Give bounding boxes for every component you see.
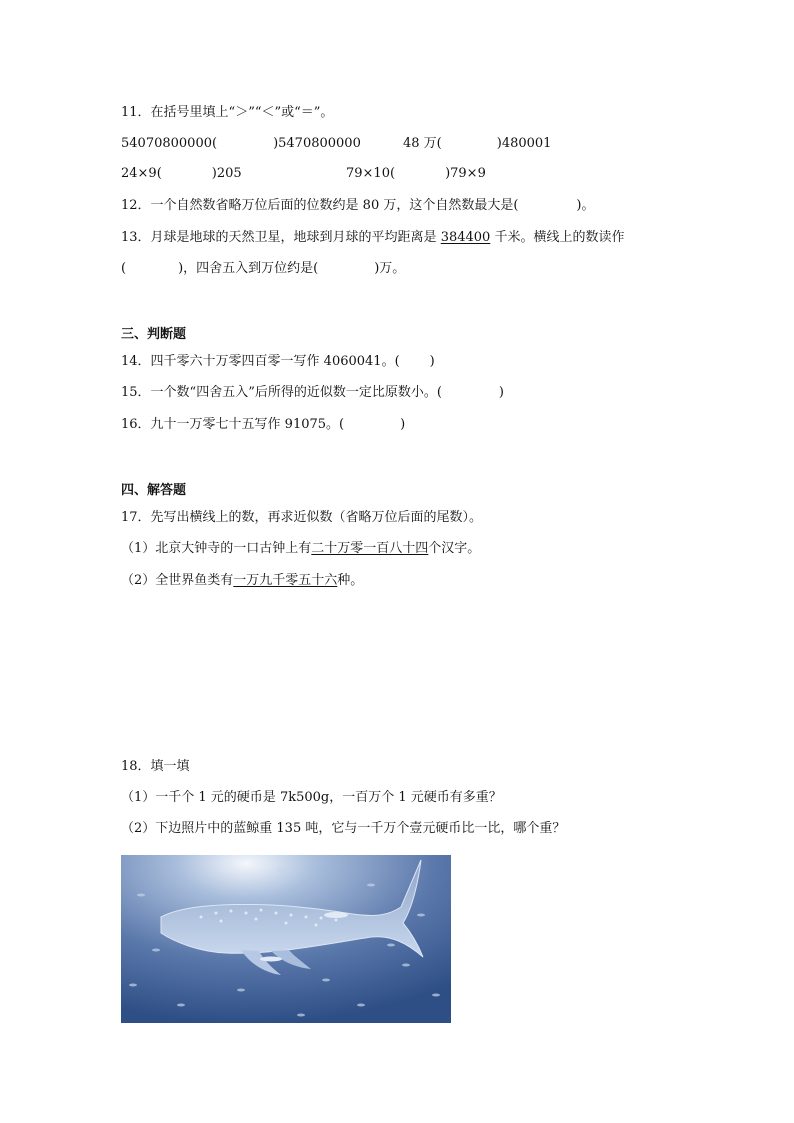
whale-shark-icon — [121, 855, 451, 1023]
q17-title — [121, 509, 482, 527]
q17-p2-end: 种。 — [337, 573, 364, 588]
q16-close: ) — [400, 417, 406, 432]
q12 — [121, 197, 595, 215]
q12-close: )。 — [576, 198, 595, 213]
q16 — [121, 416, 405, 434]
section-4-heading — [121, 482, 186, 500]
q11-r1a-right: )5470800000 — [273, 136, 361, 151]
q11-r1b-left: 48 万( — [403, 136, 442, 151]
q13-line1 — [121, 229, 624, 247]
q11-row2-right — [346, 165, 486, 183]
q16-text: 16．九十一万零七十五写作 91075。( — [121, 417, 345, 432]
q14 — [121, 353, 435, 371]
q13-close: )万。 — [374, 261, 406, 276]
q11-r2a-right: )205 — [211, 166, 242, 181]
q18-part2 — [121, 820, 565, 838]
q11-r2a-left: 24×9( — [121, 166, 162, 181]
q11-row2-left — [121, 165, 242, 183]
q18-p2-text: （2）下边照片中的蓝鲸重 135 吨，它与一千万个壹元硬币比一比，哪个重？ — [121, 821, 566, 836]
q14-text: 14．四千零六十万零四百零一写作 4060041。( — [121, 354, 400, 369]
q17-p1-text: （1）北京大钟寺的一口古钟上有 — [121, 541, 312, 556]
q12-text: 12．一个自然数省略万位后面的位数约是 80 万，这个自然数最大是( — [121, 198, 519, 213]
q18-p1-text: （1）一千个 1 元的硬币是 7k500g，一百万个 1 元硬币有多重？ — [121, 790, 502, 805]
section-3-title: 三、判断题 — [121, 327, 187, 342]
q17-p2-text: （2）全世界鱼类有 — [121, 573, 234, 588]
q17-p2-underlined: 一万九千零五十六 — [233, 573, 338, 588]
q14-close: ) — [429, 354, 435, 369]
q13-text: 13．月球是地球的天然卫星，地球到月球的平均距离是 — [121, 230, 441, 245]
q13-mid: )，四舍五入到万位约是( — [178, 261, 319, 276]
q11-r1b-right: )480001 — [496, 136, 552, 151]
q15-close: ) — [498, 385, 504, 400]
q17-part2 — [121, 572, 363, 590]
q11-r1a-left: 54070800000( — [121, 136, 218, 151]
q13-open: ( — [121, 261, 127, 276]
q11-r2b-left: 79×10( — [346, 166, 396, 181]
q11-row1-left — [121, 135, 361, 153]
q11-row1-right — [403, 135, 551, 153]
section-4-title: 四、解答题 — [121, 483, 187, 498]
q18-part1 — [121, 789, 502, 807]
q11-r2b-right: )79×9 — [445, 166, 486, 181]
q15-text: 15．一个数“四舍五入”后所得的近似数一定比原数小。( — [121, 385, 442, 400]
q18-title — [121, 758, 190, 776]
q17-title-text: 17．先写出横线上的数，再求近似数（省略万位后面的尾数）。 — [121, 510, 483, 525]
q17-part1 — [121, 540, 480, 558]
q11-title — [121, 104, 333, 122]
q15 — [121, 384, 504, 402]
q13-line2 — [121, 260, 405, 278]
whale-shark-photo — [121, 855, 451, 1023]
q17-p1-underlined: 二十万零一百八十四 — [311, 541, 429, 556]
q17-p1-end: 个汉字。 — [428, 541, 481, 556]
q11-title-text: 11．在括号里填上“＞”“＜”或“＝”。 — [121, 105, 334, 120]
section-3-heading — [121, 326, 186, 344]
q13-underlined-number: 384400 — [440, 230, 491, 245]
q13-text-end: 千米。横线上的数读作 — [490, 230, 625, 245]
q18-title-text: 18．填一填 — [121, 759, 190, 774]
